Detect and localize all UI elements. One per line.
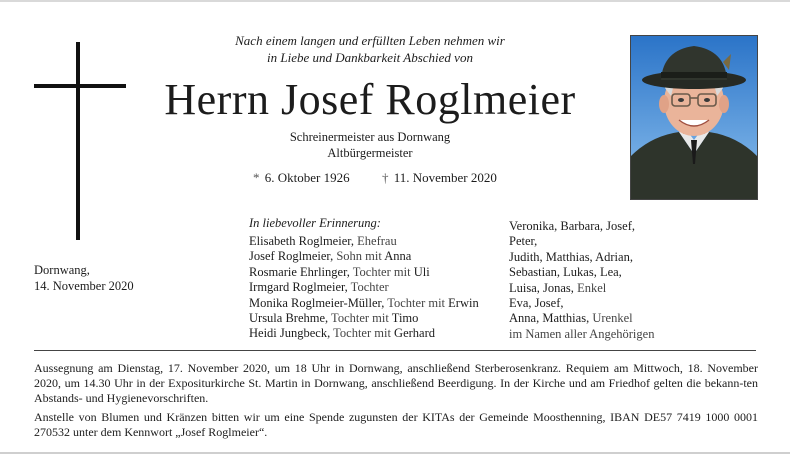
relatives-names: Judith, Matthias, Adrian,: [509, 249, 633, 264]
mourner-name: Heidi Jungbeck,: [249, 326, 331, 341]
mourner-row: [249, 296, 479, 311]
notice-date-line: 14. November 2020: [34, 278, 134, 293]
mourner-name: Ursula Brehme,: [249, 311, 329, 326]
relatives-names: Luisa, Jonas,: [509, 280, 574, 295]
relatives-row: [509, 296, 654, 311]
latin-cross-icon: [34, 42, 126, 242]
relatives-row: [509, 219, 654, 234]
death-date: [382, 170, 497, 186]
memory-heading: In liebevoller Erinnerung:: [249, 216, 381, 230]
mourner-partner: Uli: [413, 264, 430, 279]
mourner-name: Elisabeth Roglmeier,: [249, 234, 355, 248]
mourner-partner: Timo: [391, 311, 419, 326]
mourner-partner: Anna: [384, 249, 412, 264]
mourners-list: [249, 234, 479, 342]
mourner-name: Rosmarie Ehrlinger,: [249, 264, 350, 279]
mourner-relation: Tochter mit: [330, 326, 395, 341]
deceased-titles: [240, 129, 500, 161]
intro-text: [200, 32, 540, 66]
relatives-names: Sebastian, Lukas, Lea,: [509, 265, 622, 280]
relatives-list: [509, 219, 654, 342]
mourner-name: Josef Roglmeier,: [249, 249, 334, 264]
birth-date-text: 6. Oktober 1926: [264, 170, 350, 185]
mourner-name: Monika Roglmeier-Müller,: [249, 295, 385, 310]
cross-vertical-bar: [76, 42, 80, 240]
relatives-row: [509, 234, 654, 249]
relatives-row: [509, 281, 654, 296]
intro-line-2: in Liebe und Dankbarkeit Abschied von: [267, 50, 473, 65]
intro-line-1: Nach einem langen und erfüllten Leben nehmen wir: [235, 33, 505, 48]
cross-horizontal-bar: [34, 84, 126, 88]
relatives-row: [509, 327, 654, 342]
place-and-date: [34, 263, 134, 294]
mourner-row: [249, 265, 479, 280]
birth-star-icon: *: [253, 170, 260, 185]
mourner-relation: Sohn mit: [333, 249, 385, 264]
place-line: Dornwang,: [34, 263, 90, 277]
mourner-name: Irmgard Roglmeier,: [249, 280, 348, 295]
mourner-row: [249, 311, 479, 326]
mourner-row: [249, 326, 479, 341]
mourner-partner: Erwin: [448, 295, 479, 310]
mourner-row: [249, 234, 479, 249]
mourner-relation: Tochter: [347, 280, 389, 295]
birth-date: [253, 170, 350, 186]
funeral-info-paragraph: Aussegnung am Dienstag, 17. November 2020, um 18 Uhr in Dornwang, anschließend Sterberosenkranz. Requiem am Mittwoch, 18. November 2020, um 14.30 Uhr in der Expositurkirche St. Martin in Dornwang, anschließend Beerdigung. In der Kirche und am Friedhof gelten die bekann-ten Abstands- und Hygienevorschriften.: [34, 361, 758, 405]
mourner-relation: Ehefrau: [354, 234, 397, 248]
mourner-partner: Gerhard: [394, 326, 435, 341]
title-line-2: Altbürgermeister: [327, 146, 413, 160]
relatives-names: Eva, Josef,: [509, 296, 564, 311]
relatives-names: Anna, Matthias,: [509, 311, 590, 326]
mourner-relation: Tochter mit: [384, 295, 449, 310]
relatives-relation: Enkel: [573, 280, 607, 295]
divider-line: [34, 350, 756, 351]
relatives-row: [509, 265, 654, 280]
mourner-row: [249, 280, 479, 295]
portrait-photo: [630, 35, 758, 200]
top-border: [0, 0, 790, 2]
relatives-row: [509, 250, 654, 265]
relatives-relation: Urenkel: [589, 311, 633, 326]
portrait-image: [631, 36, 757, 199]
death-dagger-icon: †: [382, 170, 389, 185]
relatives-row: [509, 311, 654, 326]
deceased-name: Herrn Josef Roglmeier: [164, 75, 576, 124]
relatives-names: Peter,: [509, 234, 538, 249]
donation-info-paragraph: Anstelle von Blumen und Kränzen bitten wir um eine Spende zugunsten der KITAs der Gemeinde Moosthenning, IBAN DE57 7419 1000 0001 270532 unter dem Kennwort „Josef Roglmeier“.: [34, 410, 758, 439]
mourner-relation: Tochter mit: [328, 311, 392, 326]
death-date-text: 11. November 2020: [393, 170, 497, 185]
mourner-row: [249, 249, 479, 264]
mourner-relation: Tochter mit: [349, 264, 414, 279]
relatives-relation: im Namen aller Angehörigen: [509, 326, 655, 341]
relatives-names: Veronika, Barbara, Josef,: [509, 219, 635, 233]
title-line-1: Schreinermeister aus Dornwang: [289, 130, 451, 144]
